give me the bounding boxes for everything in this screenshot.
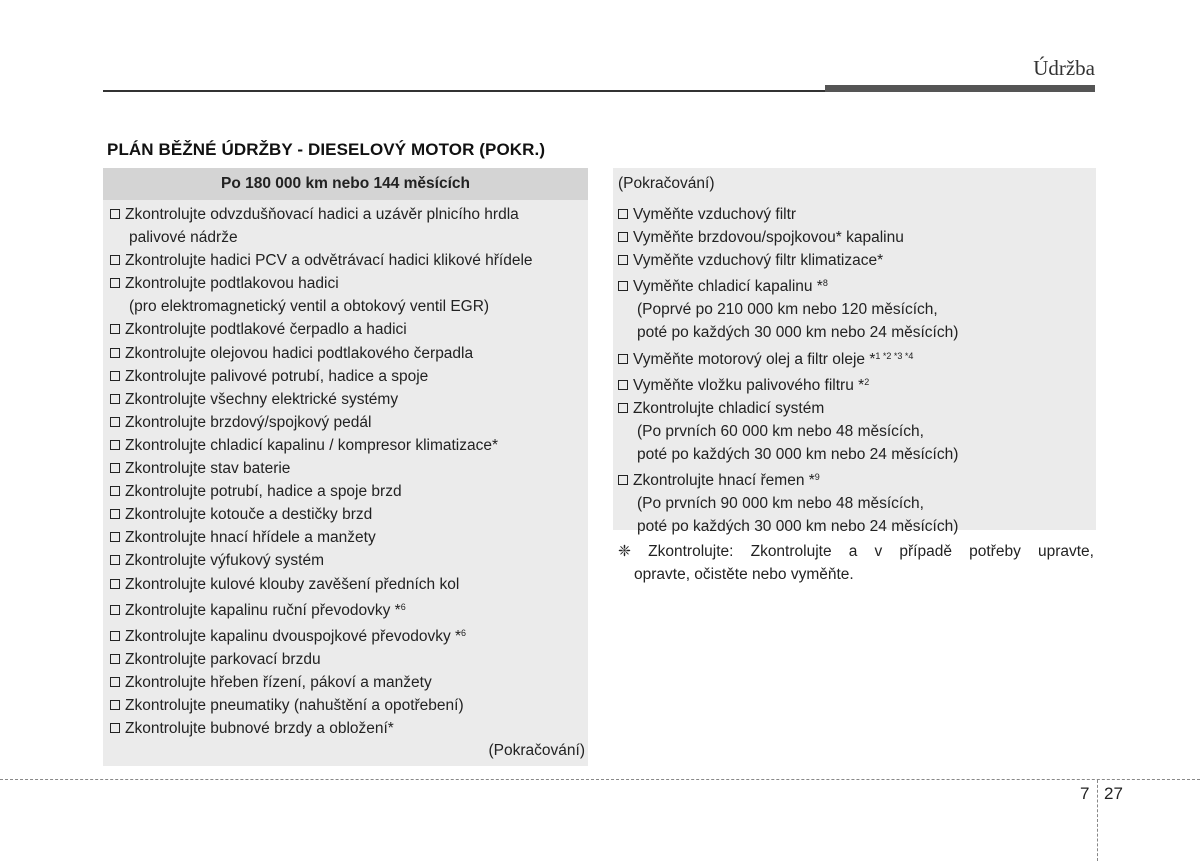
section-title: PLÁN BĚŽNÉ ÚDRŽBY - DIESELOVÝ MOTOR (POKR.)	[107, 140, 546, 159]
checklist-item	[110, 480, 588, 503]
checklist-item	[618, 345, 1096, 371]
checkbox-icon	[618, 281, 628, 291]
checkbox-icon	[110, 440, 120, 450]
chapter-number: 7	[1080, 784, 1090, 803]
checkbox-icon	[618, 255, 628, 265]
maintenance-table-left	[103, 168, 588, 766]
continued-label: (Pokračování)	[488, 742, 585, 759]
checklist-right	[618, 203, 1096, 538]
checkbox-icon	[110, 700, 120, 710]
item-text: Zkontrolujte hadici PCV a odvětrávací hadici klikové hřídele	[125, 252, 533, 270]
footer-rule	[0, 779, 1200, 780]
checklist-item	[110, 434, 588, 457]
checklist-item	[618, 203, 1096, 226]
maintenance-table-right	[613, 168, 1096, 536]
checkbox-icon	[618, 209, 628, 219]
checklist-item	[110, 694, 588, 717]
checkbox-icon	[618, 232, 628, 242]
item-continuation: (Po prvních 90 000 km nebo 48 měsících,	[637, 495, 924, 513]
item-text: Zkontrolujte chladicí systém	[633, 399, 825, 417]
item-text: Zkontrolujte kapalinu ruční převodovky *	[125, 601, 401, 619]
footer-divider	[1097, 780, 1098, 861]
checklist-item	[110, 503, 588, 526]
item-text: Vyměňte motorový olej a filtr oleje *	[633, 350, 876, 368]
item-text: Vyměňte vzduchový filtr klimatizace*	[633, 252, 884, 270]
checklist-item	[110, 622, 588, 648]
item-text: Zkontrolujte podtlakovou hadici	[125, 275, 339, 293]
header-rule-accent	[825, 85, 1095, 92]
checklist-item	[110, 365, 588, 388]
checklist-left	[110, 203, 588, 740]
checkbox-icon	[618, 475, 628, 485]
checkbox-icon	[110, 555, 120, 565]
checkbox-icon	[110, 579, 120, 589]
note-line: opravte, očistěte nebo vyměňte.	[634, 566, 854, 583]
checkbox-icon	[110, 209, 120, 219]
checklist-item	[110, 388, 588, 411]
checkbox-icon	[618, 403, 628, 413]
checklist-item	[618, 397, 1096, 466]
item-continuation: poté po každých 30 000 km nebo 24 měsících)	[637, 518, 959, 536]
item-continuation: poté po každých 30 000 km nebo 24 měsících)	[637, 324, 959, 342]
footnote-ref: 2	[864, 376, 870, 387]
checklist-item	[110, 648, 588, 671]
checkbox-icon	[110, 677, 120, 687]
checklist-item	[618, 249, 1096, 272]
note-text: Zkontrolujte: Zkontrolujte a v případě potřeby upravte,	[648, 543, 1094, 560]
item-text: Zkontrolujte palivové potrubí, hadice a spoje	[125, 367, 429, 385]
checkbox-icon	[110, 723, 120, 733]
note-line	[618, 540, 1094, 563]
item-text: Vyměňte chladicí kapalinu *	[633, 278, 823, 296]
checkbox-icon	[110, 255, 120, 265]
page-number: 27	[1104, 784, 1123, 803]
footnote-ref: 8	[822, 278, 828, 289]
item-text: Vyměňte brzdovou/spojkovou* kapalinu	[633, 229, 904, 247]
footnote-ref: 6	[400, 601, 406, 612]
checkbox-icon	[110, 371, 120, 381]
item-text: Zkontrolujte hnací řemen *	[633, 472, 815, 490]
checkbox-icon	[110, 486, 120, 496]
checklist-item	[110, 717, 588, 740]
checkbox-icon	[110, 654, 120, 664]
table-heading: Po 180 000 km nebo 144 měsících	[103, 168, 588, 200]
item-text: Zkontrolujte kapalinu dvouspojkové převodovky *	[125, 627, 462, 645]
item-text: Zkontrolujte všechny elektrické systémy	[125, 390, 399, 408]
checkbox-icon	[110, 509, 120, 519]
item-text: Zkontrolujte potrubí, hadice a spoje brzd	[125, 483, 402, 501]
checklist-item	[110, 342, 588, 365]
item-text: Zkontrolujte hřeben řízení, pákoví a manžety	[125, 673, 432, 691]
note-symbol-icon: ❈	[618, 543, 631, 560]
item-text: Zkontrolujte chladicí kapalinu / kompresor klimatizace*	[125, 436, 499, 454]
checklist-item	[110, 249, 588, 272]
checklist-item	[110, 573, 588, 596]
checkbox-icon	[110, 278, 120, 288]
checkbox-icon	[618, 354, 628, 364]
checklist-item	[618, 371, 1096, 397]
note	[618, 540, 1094, 586]
checklist-item	[110, 318, 588, 341]
item-continuation: (Po prvních 60 000 km nebo 48 měsících,	[637, 422, 924, 440]
item-text: Zkontrolujte odvzdušňovací hadici a uzávěr plnicího hrdla	[125, 206, 519, 223]
checkbox-icon	[110, 324, 120, 334]
item-text: Vyměňte vložku palivového filtru *	[633, 376, 865, 394]
checklist-item	[110, 457, 588, 480]
item-continuation: (pro elektromagnetický ventil a obtokový ventil EGR)	[129, 298, 490, 316]
item-text: Zkontrolujte brzdový/spojkový pedál	[125, 413, 372, 431]
item-text: Zkontrolujte podtlakové čerpadlo a hadici	[125, 321, 407, 339]
checkbox-icon	[110, 463, 120, 473]
checklist-item	[110, 411, 588, 434]
header-rule	[103, 90, 825, 92]
checklist-item	[110, 671, 588, 694]
checklist-item	[618, 226, 1096, 249]
checklist-item	[618, 272, 1096, 344]
checkbox-icon	[110, 394, 120, 404]
checklist-item	[110, 596, 588, 622]
item-text: Zkontrolujte stav baterie	[125, 460, 291, 478]
footnote-ref: 1 *2 *3 *4	[875, 350, 914, 361]
footnote-ref: 6	[461, 627, 467, 638]
item-text: Zkontrolujte kulové klouby zavěšení předních kol	[125, 575, 460, 593]
item-text: Zkontrolujte hnací hřídele a manžety	[125, 529, 376, 547]
checklist-item	[110, 203, 588, 249]
checkbox-icon	[110, 417, 120, 427]
item-text: Zkontrolujte parkovací brzdu	[125, 650, 321, 668]
item-text: Zkontrolujte olejovou hadici podtlakového čerpadla	[125, 344, 474, 362]
checklist-item	[110, 526, 588, 549]
item-continuation: palivové nádrže	[129, 229, 238, 247]
checkbox-icon	[618, 380, 628, 390]
checkbox-icon	[110, 348, 120, 358]
item-text: Zkontrolujte bubnové brzdy a obložení*	[125, 720, 394, 738]
checklist-item	[110, 549, 588, 572]
item-continuation: poté po každých 30 000 km nebo 24 měsících)	[637, 445, 959, 463]
checkbox-icon	[110, 631, 120, 641]
chapter-title: Údržba	[1033, 56, 1095, 80]
item-text: Vyměňte vzduchový filtr	[633, 206, 797, 223]
item-continuation: (Poprvé po 210 000 km nebo 120 měsících,	[637, 301, 938, 319]
checkbox-icon	[110, 532, 120, 542]
item-text: Zkontrolujte kotouče a destičky brzd	[125, 506, 373, 524]
checkbox-icon	[110, 605, 120, 615]
item-text: Zkontrolujte pneumatiky (nahuštění a opotřebení)	[125, 696, 464, 714]
footnote-ref: 9	[814, 472, 820, 483]
continued-label: (Pokračování)	[618, 175, 715, 192]
item-text: Zkontrolujte výfukový systém	[125, 552, 324, 570]
checklist-item	[618, 466, 1096, 538]
checklist-item	[110, 272, 588, 318]
